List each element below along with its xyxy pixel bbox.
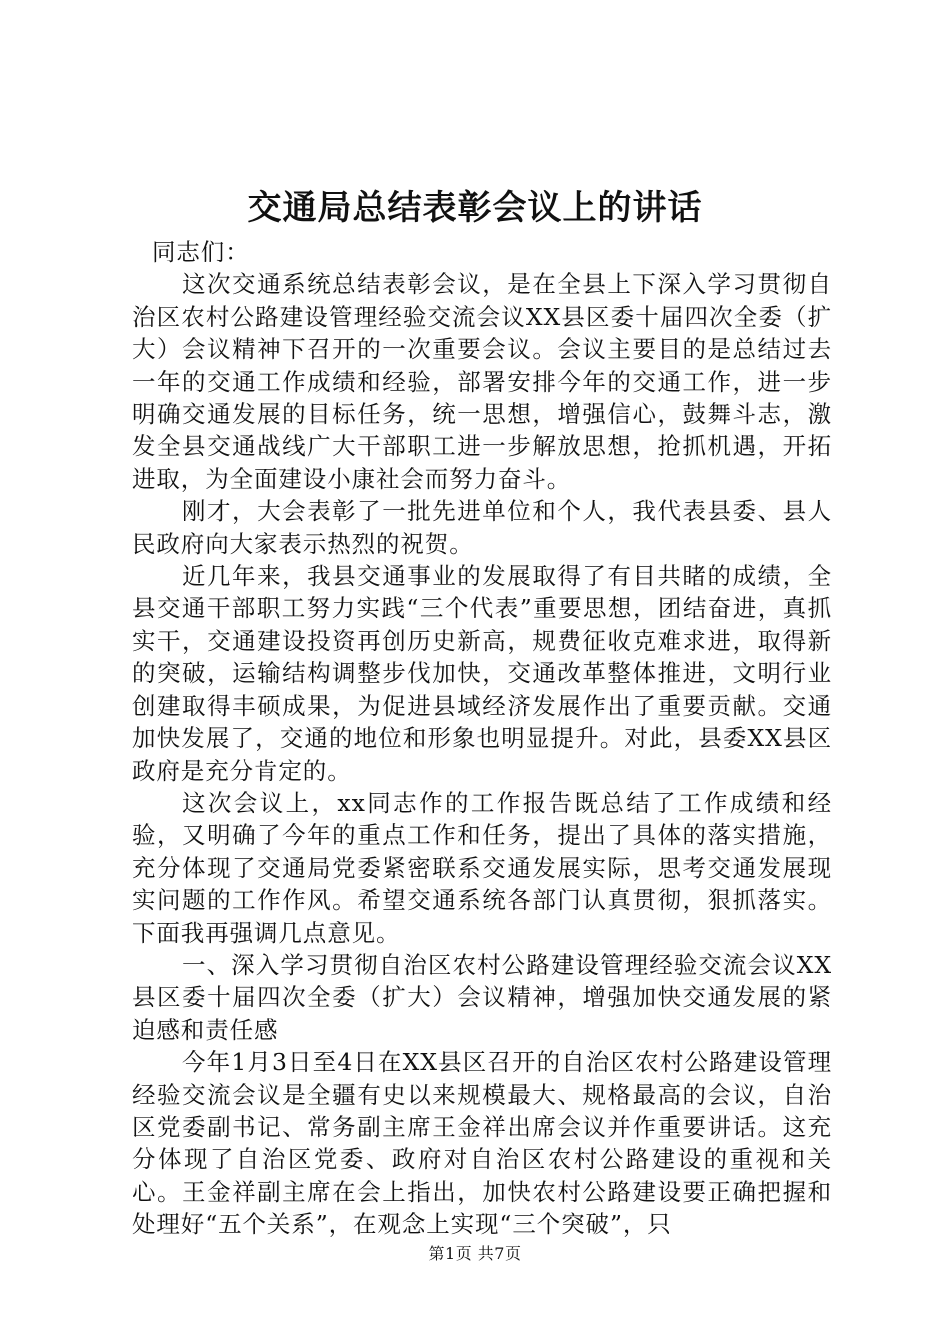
paragraph: 近几年来，我县交通事业的发展取得了有目共睹的成绩，全县交通干部职工努力实践“三个代表”重要思想，团结奋进，真抓实干，交通建设投资再创历史新高，规费征收克难求进，取得新的突破，运输结构调整步伐加快，交通改革整体推进，文明行业创建取得丰硕成果，为促进县域经济发展作出了重要贡献。交通加快发展了，交通的地位和形象也明显提升。对此，县委XX县区政府是充分肯定的。 (132, 562, 832, 785)
paragraph: 刚才，大会表彰了一批先进单位和个人，我代表县委、县人民政府向大家表示热烈的祝贺。 (132, 497, 832, 558)
page-number-footer: 第1页 共7页 (428, 1244, 522, 1263)
paragraph: 今年1月3日至4日在XX县区召开的自治区农村公路建设管理经验交流会议是全疆有史以来规模最大、规格最高的会议，自治区党委副书记、常务副主席王金祥出席会议并作重要讲话。这充分体现了自治区党委、政府对自治区农村公路建设的重视和关心。王金祥副主席在会上指出，加快农村公路建设要正确把握和处理好“五个关系”，在观念上实现“三个突破”，只 (132, 1048, 832, 1239)
paragraph: 这次会议上，xx同志作的工作报告既总结了工作成绩和经验，又明确了今年的重点工作和任务，提出了具体的落实措施，充分体现了交通局党委紧密联系交通发展实际，思考交通发展现实问题的工作作风。希望交通系统各部门认真贯彻，狠抓落实。下面我再强调几点意见。 (132, 788, 832, 947)
document-body (132, 236, 832, 1241)
salutation: 同志们： (152, 238, 250, 266)
paragraph: 这次交通系统总结表彰会议，是在全县上下深入学习贯彻自治区农村公路建设管理经验交流会议XX县区委十届四次全委（扩大）会议精神下召开的一次重要会议。会议主要目的是总结过去一年的交通工作成绩和经验，部署安排今年的交通工作，进一步明确交通发展的目标任务，统一思想，增强信心，鼓舞斗志，激发全县交通战线广大干部职工进一步解放思想，抢抓机遇，开拓进取，为全面建设小康社会而努力奋斗。 (132, 270, 832, 493)
document-title: 交通局总结表彰会议上的讲话 (247, 188, 703, 228)
section-heading: 一、深入学习贯彻自治区农村公路建设管理经验交流会议XX县区委十届四次全委（扩大）会议精神，增强加快交通发展的紧迫感和责任感 (132, 950, 832, 1044)
